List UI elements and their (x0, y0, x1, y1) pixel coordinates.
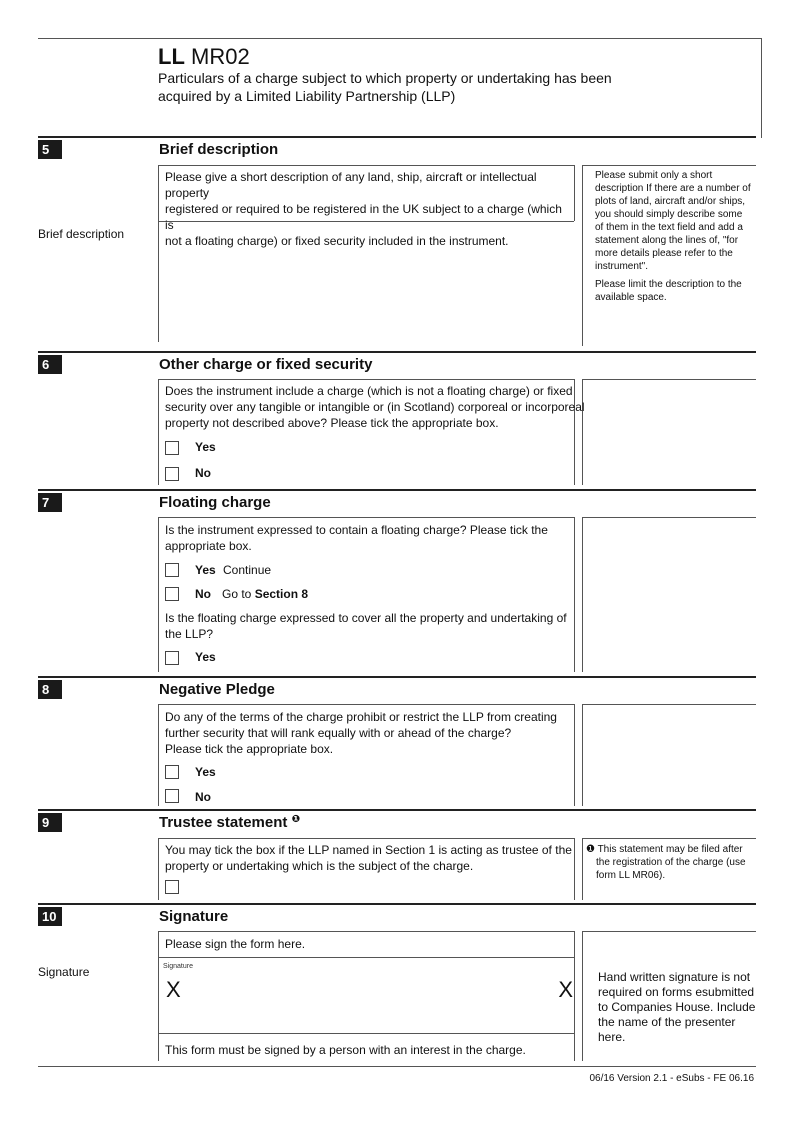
section-7-no-checkbox[interactable] (165, 587, 179, 601)
section-10-rule (38, 903, 756, 905)
divider (158, 704, 159, 806)
subtitle-line-2: acquired by a Limited Liability Partnership (LLP) (158, 88, 456, 104)
section-10-note (598, 970, 760, 1045)
instruction-line: Please give a short description of any land, ship, aircraft or intellectual property (165, 170, 537, 200)
divider (574, 165, 575, 221)
section-6-question (165, 383, 585, 431)
note-line: the name of the presenter here. (598, 1015, 736, 1044)
question-line: the LLP? (165, 627, 214, 641)
instruction-line: registered or required to be registered in the UK subject to a charge (which is (165, 202, 562, 232)
question-line: Is the instrument expressed to contain a floating charge? Please tick the (165, 523, 548, 537)
note-line: Hand written signature is not (598, 970, 751, 984)
section-7-title: Floating charge (159, 494, 271, 511)
signature-left-label: Signature (38, 965, 90, 979)
divider (582, 704, 583, 806)
section-7-yes-label: Yes (195, 563, 216, 577)
section-10-footer-text: This form must be signed by a person with an interest in the charge. (165, 1043, 526, 1057)
text-line: property or undertaking which is the subject of the charge. (165, 859, 474, 873)
no-hint-text: Go to (222, 587, 252, 601)
divider (582, 379, 756, 380)
form-code (158, 44, 250, 70)
signature-field-label: Signature (163, 963, 193, 970)
question-line: Is the floating charge expressed to cover all the property and undertaking of (165, 611, 567, 625)
divider (158, 165, 574, 166)
divider (158, 957, 574, 958)
question-line: Please tick the appropriate box. (165, 742, 334, 756)
divider (574, 517, 575, 672)
note-line: the registration of the charge (use (596, 857, 746, 868)
divider (582, 838, 756, 839)
section-8-no-label: No (195, 790, 211, 804)
question-line: Do any of the terms of the charge prohibit or restrict the LLP from creating (165, 710, 557, 724)
note-line: available space. (595, 292, 667, 303)
section-7-no-hint (222, 587, 308, 601)
divider (158, 931, 159, 1061)
section-8-question (165, 709, 557, 757)
divider (158, 517, 159, 672)
note-line: plots of land, aircraft and/or ships, (595, 196, 746, 207)
bottom-rule (38, 1066, 756, 1067)
form-code-bold: LL (158, 44, 185, 69)
section-9-note (586, 843, 756, 882)
divider (582, 704, 756, 705)
question-line: Does the instrument include a charge (which is not a floating charge) or fixed (165, 384, 573, 398)
section-7-yes-hint: Continue (223, 563, 272, 577)
note-marker-icon: ❶ (586, 844, 595, 855)
section-5-note (595, 169, 757, 304)
form-subtitle (158, 69, 612, 105)
section-9-number: 9 (38, 813, 62, 832)
section-8-yes-checkbox[interactable] (165, 765, 179, 779)
divider (158, 704, 574, 705)
divider (158, 165, 159, 342)
section-9-title-text: Trustee statement (159, 814, 288, 831)
section-9-text (165, 842, 572, 874)
section-6-yes-checkbox[interactable] (165, 441, 179, 455)
section-7-question (165, 522, 548, 554)
section-7-number: 7 (38, 493, 62, 512)
note-line: This statement may be filed after (597, 844, 743, 855)
divider (574, 931, 575, 1061)
section-6-number: 6 (38, 355, 62, 374)
note-line: Please limit the description to the (595, 279, 742, 290)
text-line: You may tick the box if the LLP named in Section 1 is acting as trustee of the (165, 843, 572, 857)
note-line: instrument". (595, 261, 649, 272)
section-8-yes-label: Yes (195, 765, 216, 779)
divider (158, 517, 574, 518)
note-line: more details please refer to the (595, 248, 733, 259)
section-8-no-checkbox[interactable] (165, 789, 179, 803)
signature-field[interactable] (160, 959, 573, 1032)
trustee-checkbox[interactable] (165, 880, 179, 894)
divider (158, 379, 159, 485)
note-marker-icon: ❶ (291, 814, 301, 825)
divider (158, 931, 574, 932)
no-hint-section: Section 8 (254, 587, 309, 601)
section-6-no-label: No (195, 466, 211, 480)
section-5-number: 5 (38, 140, 62, 159)
divider (582, 838, 583, 900)
divider (582, 517, 583, 672)
form-code-number: MR02 (191, 44, 250, 69)
note-line: description If there are a number of (595, 183, 751, 194)
divider (582, 931, 756, 932)
section-7-no-label: No (195, 587, 211, 601)
divider (582, 517, 756, 518)
note-line: you should simply describe some (595, 209, 743, 220)
section-5-rule (38, 136, 756, 138)
divider (574, 704, 575, 806)
divider (158, 838, 574, 839)
note-line: statement along the lines of, "for (595, 235, 739, 246)
section-9-rule (38, 809, 756, 811)
question-line: property not described above? Please tick the appropriate box. (165, 416, 499, 430)
section-7-rule (38, 489, 756, 491)
question-line: further security that will rank equally with or ahead of the charge? (165, 726, 512, 740)
right-frame (761, 38, 762, 138)
section-7-yes2-label: Yes (195, 650, 216, 664)
signature-cross-right-icon: X (558, 977, 573, 1002)
subtitle-line-1: Particulars of a charge subject to which property or undertaking has been (158, 70, 612, 86)
divider (574, 838, 575, 900)
section-8-number: 8 (38, 680, 62, 699)
question-line: security over any tangible or intangible or (in Scotland) corporeal or incorporeal (165, 400, 585, 414)
section-6-title: Other charge or fixed security (159, 356, 373, 373)
divider (158, 1033, 574, 1034)
section-7-yes2-checkbox[interactable] (165, 651, 179, 665)
signature-cross-left-icon: X (166, 977, 181, 1002)
section-10-instruction: Please sign the form here. (165, 937, 306, 951)
instruction-line: not a floating charge) or fixed security included in the instrument. (165, 234, 509, 248)
note-line: Please submit only a short (595, 170, 713, 181)
note-line: to Companies House. Include (598, 1000, 756, 1014)
divider (158, 379, 574, 380)
section-8-rule (38, 676, 756, 678)
note-line: required on forms esubmitted (598, 985, 755, 999)
brief-description-field[interactable] (160, 223, 572, 341)
section-6-no-checkbox[interactable] (165, 467, 179, 481)
brief-description-label: Brief description (38, 227, 125, 241)
note-line: of them in the text field and add a (595, 222, 743, 233)
section-5-title: Brief description (159, 141, 279, 158)
section-10-title: Signature (159, 908, 229, 925)
divider (582, 931, 583, 1061)
question-line: appropriate box. (165, 539, 252, 553)
note-line: form LL MR06). (596, 870, 666, 881)
divider (582, 165, 583, 346)
section-7-yes-checkbox[interactable] (165, 563, 179, 577)
version-footer: 06/16 Version 2.1 - eSubs - FE 06.16 (589, 1073, 754, 1084)
divider (158, 838, 159, 900)
section-6-rule (38, 351, 756, 353)
section-10-number: 10 (38, 907, 62, 926)
section-8-title: Negative Pledge (159, 681, 275, 698)
top-rule (38, 38, 762, 39)
section-7-question-2 (165, 610, 567, 642)
section-9-title (159, 814, 300, 831)
divider (582, 165, 756, 166)
section-6-yes-label: Yes (195, 440, 216, 454)
